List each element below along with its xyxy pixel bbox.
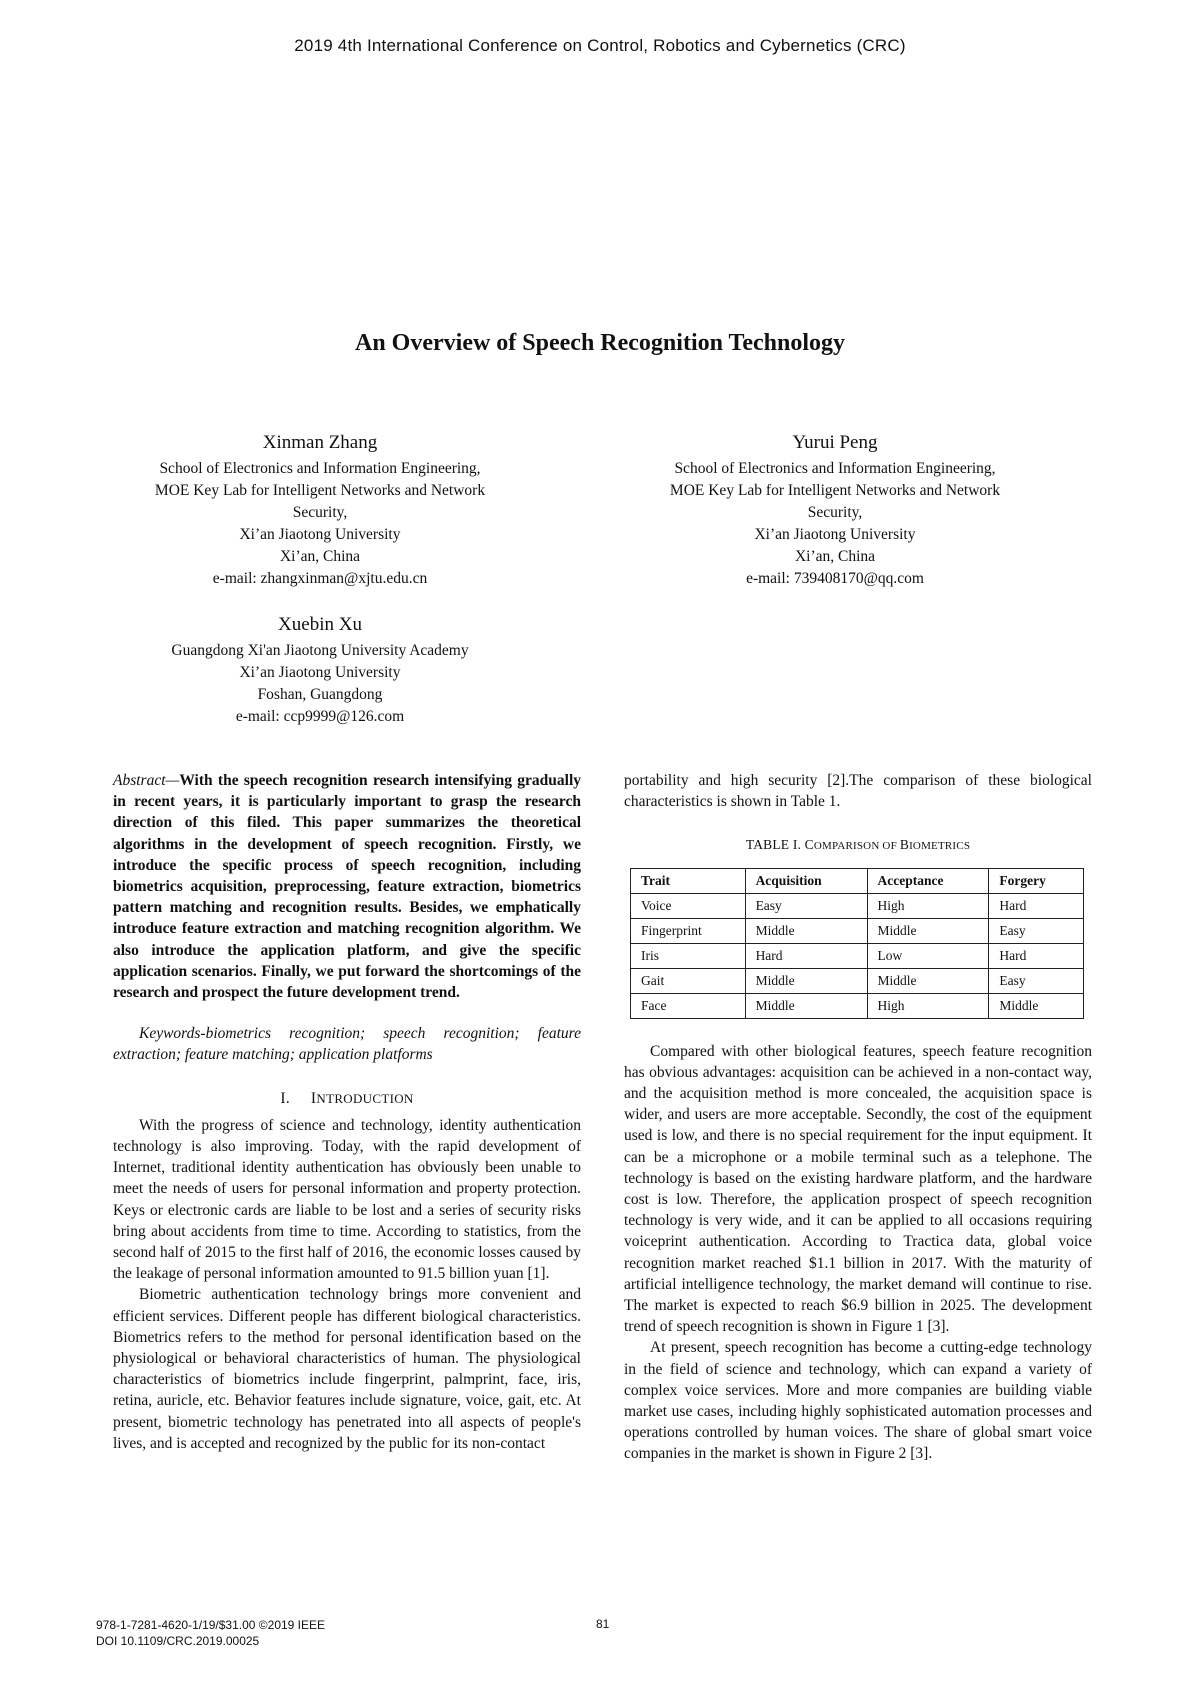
author-affiliation-line: Xi’an, China	[279, 548, 361, 565]
table-cell: Hard	[745, 943, 867, 968]
author-block-2	[615, 428, 1055, 590]
paper-title: An Overview of Speech Recognition Technology	[355, 330, 845, 356]
author-block-3	[110, 610, 530, 728]
table-cell: Middle	[867, 968, 989, 993]
table-caption: TABLE I. COMPARISON OF BIOMETRICS	[745, 837, 971, 853]
author-affiliation-line: Xi’an Jiaotong University	[754, 526, 916, 543]
footer-copyright	[96, 1617, 325, 1649]
table-cell: Gait	[631, 968, 746, 993]
abstract-text: With the speech recognition research intensifying gradually in recent years, it is particularly important to grasp the research direction of this filed. This paper summarizes the theoretical algorithms in the development of speech recognition. Firstly, we introduce the specific process of speech recognition, including biometrics acquisition, preprocessing, feature extraction, biometrics pattern matching and recognition results. Besides, we emphatically introduce feature extraction and matching recognition algorithm. We also introduce the application platform, and give the specific application scenarios. Finally, we put forward the shortcomings of the research and prospect the future development trend.	[113, 772, 581, 1002]
section-title-rest: NTRODUCTION	[316, 1090, 414, 1106]
page-number: 81	[596, 1617, 610, 1631]
body-paragraph: With the progress of science and technology, identity authentication technology is also improving. Today, with the rapid development of Internet, traditional identity authentication has obviously been unable to meet the needs of users for personal information and property protection. Keys or electronic cards are liable to be lost and a series of security risks bring about accidents from time to time. According to statistics, from the second half of 2015 to the first half of 2016, the economic losses caused by the leakage of personal information amounted to 91.5 billion yuan [1].	[113, 1116, 581, 1283]
footer-isbn: 978-1-7281-4620-1/19/$31.00 ©2019 IEEE	[96, 1618, 326, 1632]
body-paragraph-continued: portability and high security [2].The comparison of these biological characteristics is shown in Table 1.	[624, 772, 1092, 811]
table-cell: Face	[631, 993, 746, 1018]
abstract	[113, 770, 581, 1003]
table-row	[631, 943, 1084, 968]
author-email: e-mail: ccp9999@126.com	[235, 708, 405, 725]
section-heading-introduction	[113, 1088, 581, 1109]
abstract-dash: —	[165, 772, 180, 789]
table-cell: Middle	[745, 968, 867, 993]
author-affiliation-line: Security,	[292, 504, 348, 521]
table-cell: Middle	[989, 993, 1084, 1018]
author-affiliation-line: MOE Key Lab for Intelligent Networks and Network	[154, 482, 486, 499]
section-number: I.	[280, 1089, 291, 1107]
author-affiliation-line: Xi’an Jiaotong University	[239, 664, 401, 681]
table-cell: Low	[867, 943, 989, 968]
table-cell: Middle	[867, 918, 989, 943]
author-email: e-mail: 739408170@qq.com	[746, 570, 924, 587]
table-row	[631, 968, 1084, 993]
table-header-cell: Forgery	[989, 868, 1084, 893]
author-affiliation-line: MOE Key Lab for Intelligent Networks and Network	[669, 482, 1001, 499]
body-paragraph: At present, speech recognition has become a cutting-edge technology in the field of science and technology, which can expand a variety of complex voice services. More and more companies are building viable market use cases, including highly sophisticated automation processes and operations controlled by human voices. The share of global smart voice companies in the market is shown in Figure 2 [3].	[624, 1339, 1092, 1463]
table-cell: Fingerprint	[631, 918, 746, 943]
footer-doi: DOI 10.1109/CRC.2019.00025	[96, 1634, 260, 1648]
table-cell: High	[867, 993, 989, 1018]
conference-header: 2019 4th International Conference on Control, Robotics and Cybernetics (CRC)	[294, 36, 906, 55]
author-affiliation-line: Xi’an, China	[794, 548, 876, 565]
table-header-cell: Acquisition	[745, 868, 867, 893]
author-affiliation-line: Xi’an Jiaotong University	[239, 526, 401, 543]
table-cell: Easy	[989, 918, 1084, 943]
table-cell: Easy	[989, 968, 1084, 993]
table-cell: Middle	[745, 993, 867, 1018]
author-name: Yurui Peng	[792, 432, 878, 453]
author-affiliation-line: School of Electronics and Information Engineering,	[674, 460, 996, 477]
table-row	[631, 918, 1084, 943]
table-header-cell: Acceptance	[867, 868, 989, 893]
author-affiliation-line: Foshan, Guangdong	[257, 686, 383, 703]
table-cell: Iris	[631, 943, 746, 968]
table-header-row	[631, 868, 1084, 893]
table-cell: Hard	[989, 943, 1084, 968]
author-affiliation-line: Guangdong Xi'an Jiaotong University Academy	[171, 642, 469, 659]
author-name: Xinman Zhang	[262, 432, 378, 453]
table-cell: High	[867, 893, 989, 918]
biometrics-comparison-table	[630, 868, 1084, 1019]
author-name: Xuebin Xu	[278, 614, 362, 635]
table-row	[631, 993, 1084, 1018]
section-title-initial: I	[310, 1089, 317, 1107]
author-block-1	[110, 428, 530, 590]
table-header-cell: Trait	[631, 868, 746, 893]
author-email: e-mail: zhangxinman@xjtu.edu.cn	[212, 570, 428, 587]
table-cell: Easy	[745, 893, 867, 918]
left-column	[113, 770, 581, 1454]
table-cell: Hard	[989, 893, 1084, 918]
body-paragraph: Biometric authentication technology brings more convenient and efficient services. Different people has different biological characteristics. Biometrics refers to the method for personal identification based on the physiological or behavioral characteristics of human. The physiological characteristics of biometrics include fingerprint, palmprint, face, iris, retina, auricle, etc. Behavior features include signature, voice, gait, etc. At present, biometric technology has penetrated into all aspects of people's lives, and is accepted and recognized by the public for its non-contact	[113, 1286, 581, 1452]
table-row	[631, 893, 1084, 918]
body-paragraph: Compared with other biological features, speech feature recognition has obvious advantages: acquisition can be achieved in a non-contact way, and the acquisition method is more concealed, the acquisition space is wider, and users are more acceptable. Secondly, the cost of the equipment used is low, and there is no special requirement for the input equipment. It can be a microphone or a mobile terminal such as a telephone. The technology is based on the existing hardware platform, and the hardware cost is low. Therefore, the application prospect of speech recognition technology is very wide, and it can be applied to all occasions requiring voiceprint authentication. According to Tractica data, global voice recognition market reached $1.1 billion in 2017. With the maturity of artificial intelligence technology, the market demand will continue to rise. The market is expected to reach $6.9 billion in 2025. The development trend of speech recognition is shown in Figure 1 [3].	[624, 1042, 1092, 1336]
abstract-lead: Abstract	[113, 772, 166, 789]
author-affiliation-line: Security,	[807, 504, 863, 521]
right-column	[624, 770, 1092, 1465]
keywords: Keywords-biometrics recognition; speech recognition; feature extraction; feature matching; application platforms	[113, 1025, 581, 1064]
author-affiliation-line: School of Electronics and Information Engineering,	[159, 460, 481, 477]
table-cell: Middle	[745, 918, 867, 943]
table-cell: Voice	[631, 893, 746, 918]
